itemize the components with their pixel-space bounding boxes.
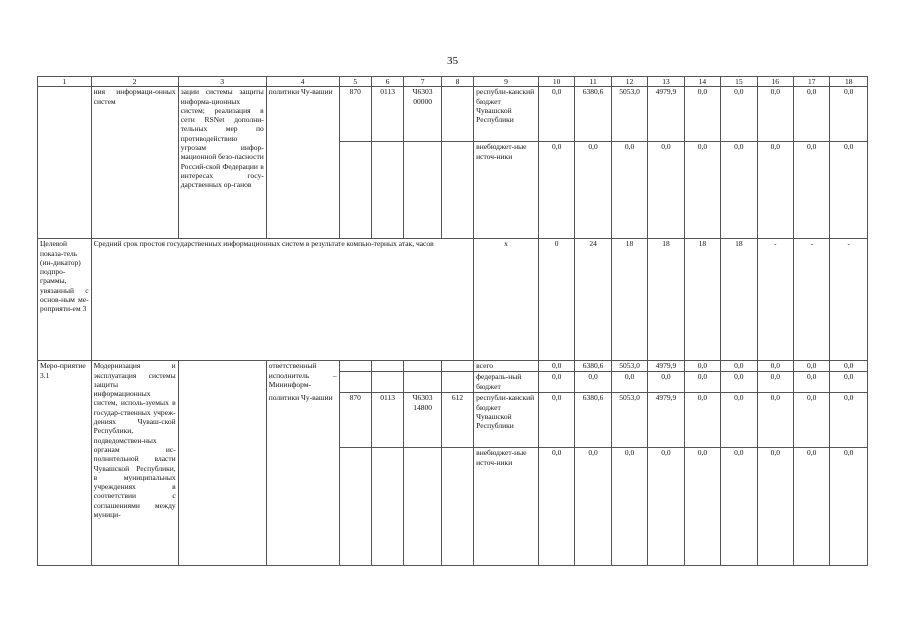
value-cell: 18 — [721, 239, 757, 361]
value-cell: 0,0 — [611, 142, 647, 239]
cell-empty — [441, 361, 473, 372]
event-name-cell: Модернизация и эксплуатация системы защиты информационных систем, исполь-зуемых в государ-ственных учреж-дениях Чуваш-ской Республики, подведомствен-ных органам ис-полнительной власти Чувашской Республики, в муниципальных учреждениях в соответствии с соглашениями между муници- — [91, 361, 178, 566]
value-cell: 0,0 — [721, 142, 757, 239]
executor-cell: политики Чу-вашии — [266, 87, 339, 239]
value-cell: 6380,6 — [575, 87, 611, 142]
funding-source-cell: внебюджет-ные источ-ники — [474, 142, 539, 239]
value-cell: 5053,0 — [611, 87, 647, 142]
indicator-label-cell: Целевой показа-тель (ин-дикатор) подпро-граммы, увязанный с основ-ным ме-роприяти-ем 3 — [38, 239, 92, 361]
funding-source-cell: республи-канский бюджет Чувашской Республики — [474, 393, 539, 448]
expense-type-cell: 612 — [441, 393, 473, 448]
value-cell: 4979,9 — [648, 361, 684, 372]
funding-source-cell: всего — [474, 361, 539, 372]
value-cell: 0 — [538, 239, 574, 361]
funding-source-cell: республи-канский бюджет Чувашской Республики — [474, 87, 539, 142]
header-cell: 4 — [266, 77, 339, 87]
value-cell: 0,0 — [830, 393, 868, 448]
value-cell: 0,0 — [757, 393, 793, 448]
value-cell: - — [794, 239, 830, 361]
value-cell: 0,0 — [648, 142, 684, 239]
value-cell: 0,0 — [684, 393, 720, 448]
cell-empty — [339, 142, 371, 239]
value-cell: 0,0 — [538, 87, 574, 142]
cell-empty — [441, 372, 473, 393]
cell-empty — [371, 372, 403, 393]
cell-empty — [404, 372, 441, 393]
value-cell: 0,0 — [575, 142, 611, 239]
value-cell: 0,0 — [830, 87, 868, 142]
value-cell: 0,0 — [684, 372, 720, 393]
value-cell: 0,0 — [830, 361, 868, 372]
header-cell: 14 — [684, 77, 720, 87]
header-cell: 7 — [404, 77, 441, 87]
value-cell: 0,0 — [538, 372, 574, 393]
header-cell: 6 — [371, 77, 403, 87]
value-cell: 0,0 — [538, 361, 574, 372]
header-cell: 10 — [538, 77, 574, 87]
cell-empty — [371, 142, 403, 239]
value-cell: 18 — [611, 239, 647, 361]
value-cell: 0,0 — [538, 142, 574, 239]
value-cell: 0,0 — [611, 372, 647, 393]
event-label-cell: Меро-приятие 3.1 — [38, 361, 92, 566]
value-cell: 0,0 — [721, 87, 757, 142]
table-row — [38, 361, 868, 372]
program-table — [37, 76, 868, 566]
indicator-text-cell: Средний срок простоя государственных информационных систем в результате компью-терных атак, часов — [91, 239, 474, 361]
header-cell: 2 — [91, 77, 178, 87]
funding-source-cell: внебюджет-ные источ-ники — [474, 448, 539, 566]
cell-empty — [404, 361, 441, 372]
value-cell: 0,0 — [757, 372, 793, 393]
value-cell: 4979,9 — [648, 393, 684, 448]
value-cell: 0,0 — [648, 372, 684, 393]
header-row — [38, 77, 868, 87]
value-cell: 0,0 — [757, 448, 793, 566]
executor-cell: ответственный исполнитель – Мининформ- — [266, 361, 339, 393]
value-cell: 5053,0 — [611, 361, 647, 372]
cell-empty — [371, 448, 403, 566]
value-cell: 4979,9 — [648, 87, 684, 142]
header-cell: 12 — [611, 77, 647, 87]
value-cell: 0,0 — [611, 448, 647, 566]
value-cell: 0,0 — [794, 372, 830, 393]
value-cell: 0,0 — [538, 448, 574, 566]
value-cell: 24 — [575, 239, 611, 361]
value-cell: 0,0 — [575, 372, 611, 393]
value-cell: 0,0 — [575, 448, 611, 566]
value-cell: 5053,0 — [611, 393, 647, 448]
value-cell: 0,0 — [830, 448, 868, 566]
cell-empty — [371, 361, 403, 372]
value-cell: 0,0 — [757, 361, 793, 372]
cell-empty — [339, 372, 371, 393]
header-cell: 9 — [474, 77, 539, 87]
funding-source-cell: федераль-ный бюджет — [474, 372, 539, 393]
value-cell: 6380,6 — [575, 361, 611, 372]
target-article-cell: Ч6303 14800 — [404, 393, 441, 448]
value-cell: 0,0 — [721, 361, 757, 372]
value-cell: 0,0 — [721, 372, 757, 393]
cell-empty — [404, 448, 441, 566]
header-cell: 18 — [830, 77, 868, 87]
value-cell: 0,0 — [794, 142, 830, 239]
executor-cell: политики Чу-вашии — [266, 393, 339, 566]
cell-empty — [38, 87, 92, 239]
value-cell: 0,0 — [757, 87, 793, 142]
value-cell: 0,0 — [684, 448, 720, 566]
header-cell: 15 — [721, 77, 757, 87]
value-cell: 0,0 — [794, 361, 830, 372]
value-cell: 0,0 — [830, 372, 868, 393]
cell-empty — [441, 448, 473, 566]
grbs-cell: 870 — [339, 87, 371, 142]
value-cell: - — [757, 239, 793, 361]
value-cell: 0,0 — [684, 142, 720, 239]
value-cell: 0,0 — [721, 448, 757, 566]
header-cell: 17 — [794, 77, 830, 87]
target-article-cell: Ч6303 00000 — [404, 87, 441, 142]
value-cell: 6380,6 — [575, 393, 611, 448]
event-name-cell: ния информаци-онных систем — [91, 87, 178, 239]
value-cell: 0,0 — [648, 448, 684, 566]
cell-empty — [339, 448, 371, 566]
value-cell: 0,0 — [830, 142, 868, 239]
event-description-cell: зации системы защиты информа-ционных систем; реализация в сети RSNet дополни-тельных мер по противодействию угрозам инфор-мационной безо-пасности Россий-ской Федерации в интересах госу-дарственных ор-ганов — [178, 87, 266, 239]
cell-empty — [178, 361, 266, 566]
header-cell: 13 — [648, 77, 684, 87]
header-cell: 8 — [441, 77, 473, 87]
cell-empty — [441, 142, 473, 239]
cell-empty — [339, 361, 371, 372]
grbs-cell: 870 — [339, 393, 371, 448]
cell-empty — [441, 87, 473, 142]
value-cell: 0,0 — [721, 393, 757, 448]
header-cell: 5 — [339, 77, 371, 87]
value-cell: 0,0 — [538, 393, 574, 448]
header-cell: 11 — [575, 77, 611, 87]
indicator-unit-cell: x — [474, 239, 539, 361]
cell-empty — [404, 142, 441, 239]
page-number: 35 — [447, 55, 458, 67]
value-cell: 0,0 — [684, 87, 720, 142]
value-cell: 0,0 — [794, 393, 830, 448]
value-cell: 0,0 — [794, 87, 830, 142]
section-cell: 0113 — [371, 87, 403, 142]
section-cell: 0113 — [371, 393, 403, 448]
value-cell: 18 — [684, 239, 720, 361]
value-cell: 0,0 — [757, 142, 793, 239]
indicator-row — [38, 239, 868, 361]
header-cell: 1 — [38, 77, 92, 87]
value-cell: 0,0 — [794, 448, 830, 566]
table-row — [38, 87, 868, 142]
header-cell: 3 — [178, 77, 266, 87]
value-cell: 18 — [648, 239, 684, 361]
value-cell: 0,0 — [684, 361, 720, 372]
value-cell: - — [830, 239, 868, 361]
header-cell: 16 — [757, 77, 793, 87]
